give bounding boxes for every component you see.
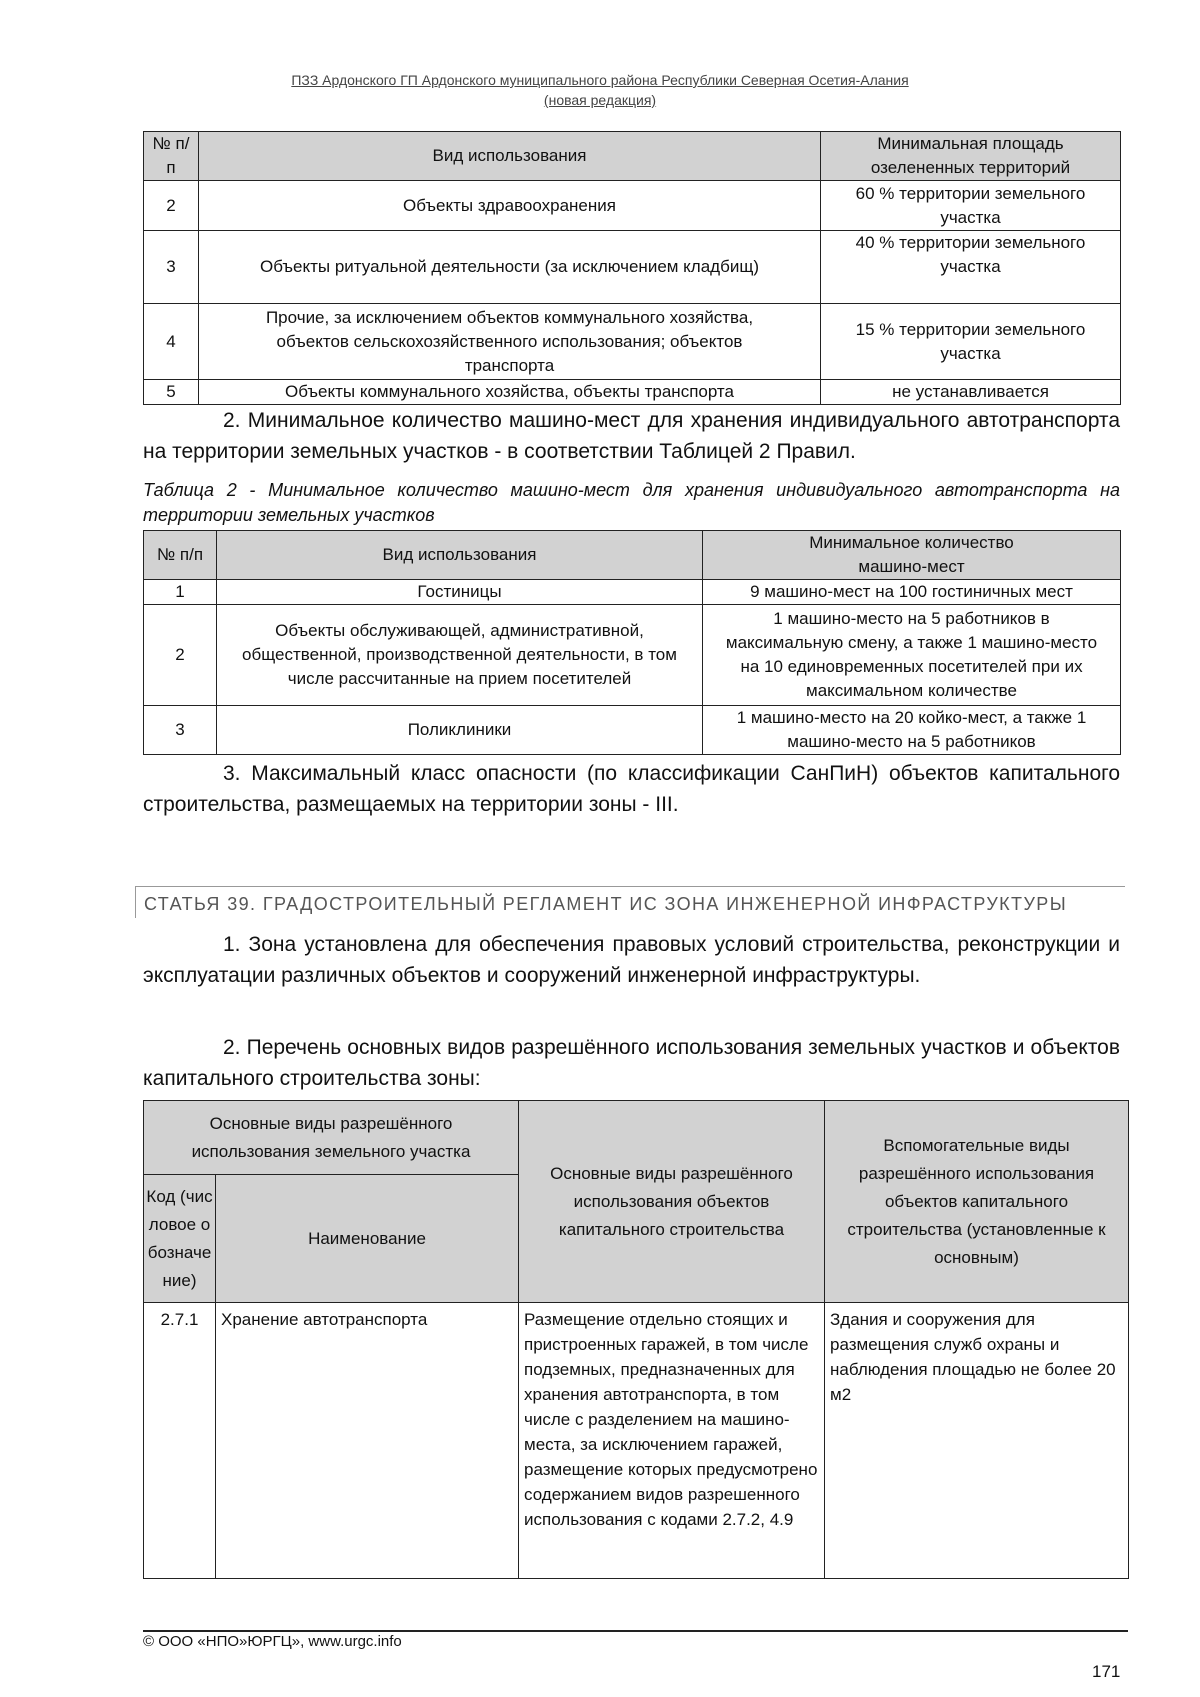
cell-use-type: Объекты здравоохранения	[199, 181, 821, 231]
table-row	[144, 181, 1121, 231]
cell-use-type: Поликлиники	[217, 706, 703, 755]
col-header-auxiliary-uses: Вспомогательные виды разрешённого использования объектов капитального строительства (установленные к основным)	[825, 1101, 1129, 1303]
cell-auxiliary-use: Здания и сооружения для размещения служб охраны и наблюдения площадью не более 20 м2	[825, 1303, 1129, 1579]
page-number: 171	[1092, 1662, 1121, 1681]
table-row	[144, 605, 1121, 706]
cell-name: Хранение автотранспорта	[216, 1303, 519, 1579]
cell-value: 15 % территории земельного участка	[821, 304, 1121, 380]
col-header-use-type: Вид использования	[199, 132, 821, 181]
table-header-row	[144, 531, 1121, 580]
table-row	[144, 706, 1121, 755]
cell-number: 4	[144, 304, 199, 380]
table-row	[144, 1303, 1129, 1579]
cell-value: не устанавливается	[821, 380, 1121, 405]
cell-value: 9 машино-мест на 100 гостиничных мест	[703, 580, 1121, 605]
cell-number: 5	[144, 380, 199, 405]
header-title: ПЗЗ Ардонского ГП Ардонского муниципального района Республики Северная Осетия-Алания	[291, 72, 909, 88]
cell-use-type: Объекты ритуальной деятельности (за исключением кладбищ)	[199, 231, 821, 304]
table-header-row	[144, 1101, 1129, 1175]
cell-use-type: Объекты обслуживающей, административной, общественной, производственной деятельности, в том числе рассчитанные на прием посетителей	[217, 605, 703, 706]
cell-value: 1 машино-место на 20 койко-мест, а также 1 машино-место на 5 работников	[703, 706, 1121, 755]
cell-use-type: Прочие, за исключением объектов коммунального хозяйства, объектов сельскохозяйственного использования; объектов транспорта	[199, 304, 821, 380]
col-header-land-plot-uses: Основные виды разрешённого использования земельного участка	[144, 1101, 519, 1175]
table2-caption: Таблица 2 - Минимальное количество машино-мест для хранения индивидуального автотранспорта на территории земельных участков	[143, 480, 1120, 525]
cell-value: 60 % территории земельного участка	[821, 181, 1121, 231]
col-header-use-type: Вид использования	[217, 531, 703, 580]
table-row	[144, 304, 1121, 380]
cell-number: 3	[144, 706, 217, 755]
article-paragraph-1: 1. Зона установлена для обеспечения правовых условий строительства, реконструкции и эксплуатации различных объектов и сооружений инженерной инфраструктуры.	[143, 933, 1120, 987]
cell-value: 1 машино-место на 5 работников в максимальную смену, а также 1 машино-место на 10 единовременных посетителей при их максимальном количестве	[703, 605, 1121, 706]
table-row	[144, 380, 1121, 405]
cell-main-use: Размещение отдельно стоящих и пристроенных гаражей, в том числе подземных, предназначенных для хранения автотранспорта, в том числе с разделением на машино-места, за исключением гаражей, размещение которых предусмотрено содержанием видов разрешенного использования с кодами 2.7.2, 4.9	[519, 1303, 825, 1579]
paragraph-hazard-class: 3. Максимальный класс опасности (по классификации СанПиН) объектов капитального строительства, размещаемых на территории зоны - III.	[143, 762, 1120, 816]
col-header-code: Код (числовое обозначение)	[144, 1175, 216, 1303]
col-header-name: Наименование	[216, 1175, 519, 1303]
cell-code: 2.7.1	[144, 1303, 216, 1579]
cell-use-type: Объекты коммунального хозяйства, объекты транспорта	[199, 380, 821, 405]
table-green-areas	[143, 131, 1121, 405]
table-row	[144, 580, 1121, 605]
cell-number: 3	[144, 231, 199, 304]
cell-value: 40 % территории земельного участка	[821, 231, 1121, 304]
page-header	[0, 70, 1200, 110]
article-paragraph-2: 2. Перечень основных видов разрешённого использования земельных участков и объектов капитального строительства зоны:	[143, 1036, 1120, 1090]
col-header-main-uses: Основные виды разрешённого использования объектов капитального строительства	[519, 1101, 825, 1303]
table-parking	[143, 530, 1121, 755]
cell-number: 2	[144, 605, 217, 706]
cell-number: 1	[144, 580, 217, 605]
table-header-row	[144, 132, 1121, 181]
cell-number: 2	[144, 181, 199, 231]
article-title: СТАТЬЯ 39. ГРАДОСТРОИТЕЛЬНЫЙ РЕГЛАМЕНТ ИС ЗОНА ИНЖЕНЕРНОЙ ИНФРАСТРУКТУРЫ	[135, 886, 1125, 918]
header-subtitle: (новая редакция)	[543, 92, 657, 108]
col-header-min-parking: Минимальное количество машино-мест	[703, 531, 1121, 580]
table-permitted-uses	[143, 1100, 1129, 1579]
table-row	[144, 231, 1121, 304]
paragraph-parking: 2. Минимальное количество машино-мест для хранения индивидуального автотранспорта на территории земельных участков - в соответствии Таблицей 2 Правил.	[143, 409, 1120, 463]
col-header-number: № п/п	[144, 132, 199, 181]
col-header-min-green-area: Минимальная площадь озелененных территорий	[821, 132, 1121, 181]
cell-use-type: Гостиницы	[217, 580, 703, 605]
col-header-number: № п/п	[144, 531, 217, 580]
footer-copyright: © ООО «НПО»ЮРГЦ», www.urgc.info	[143, 1633, 402, 1650]
footer-divider	[143, 1630, 1128, 1632]
